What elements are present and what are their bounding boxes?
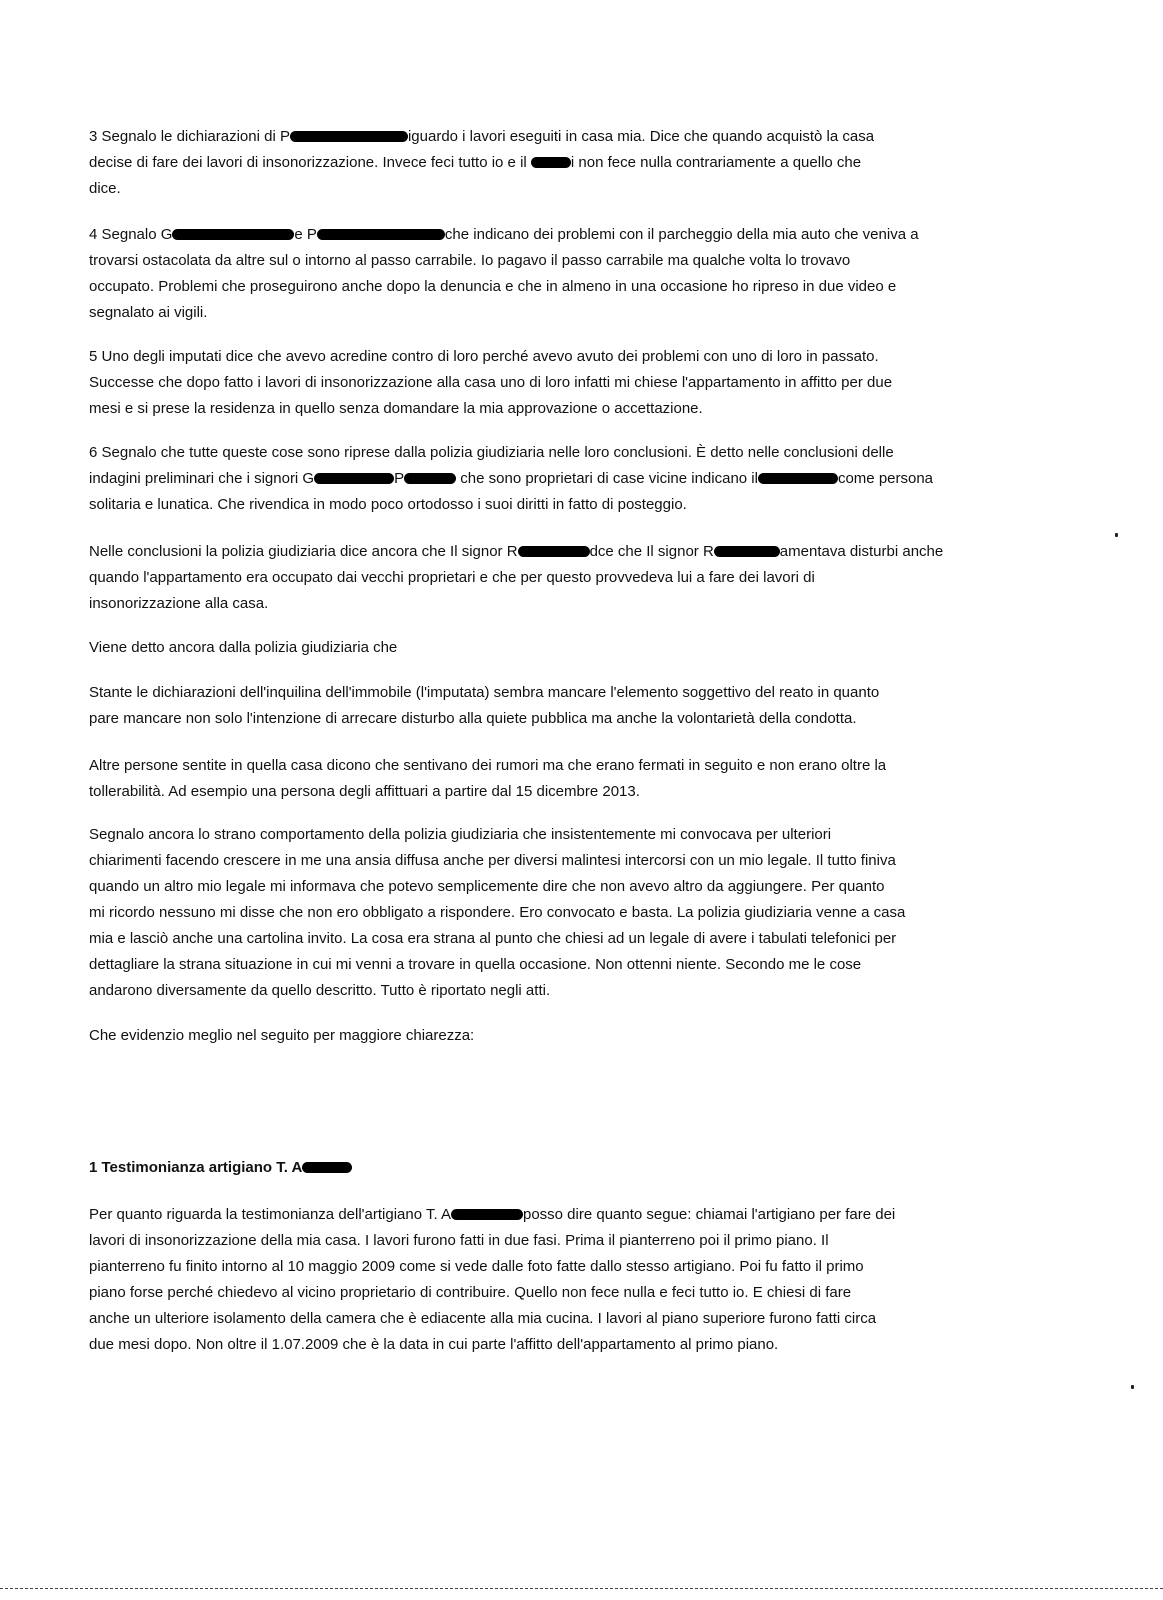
redaction-mark: [302, 1162, 352, 1173]
text-line: [89, 248, 919, 274]
redaction-mark: [290, 131, 408, 142]
text-segment: 5 Uno degli imputati dice che avevo acredine contro di loro perché avevo avuto dei problemi con uno di loro in passato.: [89, 348, 879, 365]
text-segment: segnalato ai vigili.: [89, 304, 208, 321]
text-line: [89, 1202, 895, 1228]
text-segment: Per quanto riguarda la testimonianza dell'artigiano T. A: [89, 1206, 451, 1223]
text-line: [89, 274, 919, 300]
text-line: [89, 222, 919, 248]
paragraph-segnalo: [89, 822, 905, 1004]
text-line: [89, 978, 905, 1004]
text-segment: 6 Segnalo che tutte queste cose sono riprese dalla polizia giudiziaria nelle loro conclusioni. È detto nelle conclusioni delle: [89, 444, 894, 461]
paragraph-altre: [89, 753, 886, 805]
text-segment: Che evidenzio meglio nel seguito per maggiore chiarezza:: [89, 1027, 475, 1044]
redaction-mark: [714, 546, 780, 557]
redaction-mark: [451, 1209, 523, 1220]
text-segment: 3 Segnalo le dichiarazioni di P: [89, 128, 290, 145]
text-line: [89, 1228, 895, 1254]
text-segment: mesi e si prese la residenza in quello senza domandare la mia approvazione o accettazione.: [89, 400, 703, 417]
text-segment: mia e lasciò anche una cartolina invito. La cosa era strana al punto che chiesi ad un legale di avere i tabulati telefonici per: [89, 930, 897, 947]
text-line: [89, 926, 905, 952]
text-segment: iguardo i lavori eseguiti in casa mia. Dice che quando acquistò la casa: [407, 128, 875, 145]
text-segment: dettagliare la strana situazione in cui mi venni a trovare in quella occasione. Non ottenni niente. Secondo me le cose: [89, 956, 862, 973]
text-line: [89, 779, 886, 805]
text-line: [89, 124, 874, 150]
text-line: [89, 1254, 895, 1280]
text-line: [89, 591, 943, 617]
text-segment: quando un altro mio legale mi informava che potevo semplicemente dire che non avevo altro da aggiungere. Per quanto: [89, 878, 885, 895]
text-line: [89, 680, 879, 706]
text-segment: due mesi dopo. Non oltre il 1.07.2009 che è la data in cui parte l'affitto dell'appartamento al primo piano.: [89, 1336, 779, 1353]
paragraph-p5: [89, 344, 892, 422]
text-segment: occupato. Problemi che proseguirono anche dopo la denuncia e che in almeno in una occasione ho ripreso in due video e: [89, 278, 897, 295]
text-line: [89, 874, 905, 900]
text-segment: Successe che dopo fatto i lavori di insonorizzazione alla casa uno di loro infatti mi chiese l'appartamento in affitto per due: [89, 374, 893, 391]
text-line: [89, 1023, 474, 1049]
scan-speck: [1131, 1385, 1134, 1389]
text-segment: dce che Il signor R: [589, 543, 714, 560]
paragraph-viene: [89, 635, 397, 661]
redaction-mark: [758, 473, 838, 484]
text-segment: chiarimenti facendo crescere in me una ansia diffusa anche per diversi malintesi intercorsi con un mio legale. Il tutto finiva: [89, 852, 896, 869]
paragraph-perquanto: [89, 1202, 895, 1358]
redaction-mark: [314, 473, 394, 484]
text-segment: indagini preliminari che i signori G: [89, 470, 315, 487]
redaction-mark: [518, 546, 590, 557]
text-segment: i non fece nulla contrariamente a quello che: [570, 154, 862, 171]
text-segment: decise di fare dei lavori di insonorizzazione. Invece feci tutto io e il: [89, 154, 531, 171]
scan-speck: [1115, 533, 1118, 537]
text-line: [89, 753, 886, 779]
text-segment: solitaria e lunatica. Che rivendica in modo poco ortodosso i suoi diritti in fatto di posteggio.: [89, 496, 687, 513]
paragraph-nelle: [89, 539, 943, 617]
text-segment: anche un ulteriore isolamento della camera che è ediacente alla mia cucina. I lavori al piano superiore furono fatti circa: [89, 1310, 877, 1327]
text-segment: amentava disturbi anche: [779, 543, 944, 560]
text-segment: pianterreno fu finito intorno al 10 maggio 2009 come si vede dalle foto fatte dallo stesso artigiano. Poi fu fatto il primo: [89, 1258, 864, 1275]
redaction-mark: [317, 229, 445, 240]
text-line: [89, 440, 933, 466]
text-line: [89, 848, 905, 874]
text-segment: insonorizzazione alla casa.: [89, 595, 269, 612]
text-segment: piano forse perché chiedevo al vicino proprietario di contribuire. Quello non fece nulla e feci tutto io. E chiesi di fare: [89, 1284, 852, 1301]
text-line: [89, 565, 943, 591]
text-line: [89, 1155, 352, 1181]
text-segment: andarono diversamente da quello descritto. Tutto è riportato negli atti.: [89, 982, 551, 999]
text-line: [89, 952, 905, 978]
text-line: [89, 492, 933, 518]
text-segment: come persona: [837, 470, 934, 487]
text-segment: che sono proprietari di case vicine indicano il: [456, 470, 758, 487]
scan-edge-line: [0, 1588, 1163, 1589]
text-segment: Viene detto ancora dalla polizia giudiziaria che: [89, 639, 398, 656]
paragraph-p4: [89, 222, 919, 326]
text-line: [89, 706, 879, 732]
redaction-mark: [531, 157, 571, 168]
text-segment: e P: [294, 226, 317, 243]
redaction-mark: [404, 473, 456, 484]
text-segment: trovarsi ostacolata da altre sul o intorno al passo carrabile. Io pagavo il passo carrabile ma qualche volta lo trovavo: [89, 252, 851, 269]
text-line: [89, 822, 905, 848]
text-line: [89, 1332, 895, 1358]
text-line: [89, 466, 933, 492]
text-segment: mi ricordo nessuno mi disse che non ero obbligato a rispondere. Ero convocato e basta. La polizia giudiziaria venne a casa: [89, 904, 906, 921]
text-segment: Altre persone sentite in quella casa dicono che sentivano dei rumori ma che erano fermati in seguito e non erano oltre la: [89, 757, 887, 774]
text-line: [89, 1280, 895, 1306]
text-segment: 4 Segnalo G: [89, 226, 173, 243]
paragraph-evidenzio: [89, 1023, 474, 1049]
text-segment: Stante le dichiarazioni dell'inquilina dell'immobile (l'imputata) sembra mancare l'elemento soggettivo del reato in quanto: [89, 684, 880, 701]
text-line: [89, 900, 905, 926]
text-line: [89, 635, 397, 661]
text-line: [89, 370, 892, 396]
text-line: [89, 150, 874, 176]
text-segment: 1 Testimonianza artigiano T. A: [89, 1159, 303, 1176]
text-line: [89, 176, 874, 202]
text-segment: quando l'appartamento era occupato dai vecchi proprietari e che per questo provvedeva lui a fare dei lavori di: [89, 569, 815, 586]
paragraph-p6: [89, 440, 933, 518]
redaction-mark: [172, 229, 294, 240]
text-line: [89, 1306, 895, 1332]
text-line: [89, 396, 892, 422]
paragraph-stante: [89, 680, 879, 732]
text-segment: tollerabilità. Ad esempio una persona degli affittuari a partire dal 15 dicembre 2013.: [89, 783, 640, 800]
text-segment: pare mancare non solo l'intenzione di arrecare disturbo alla quiete pubblica ma anche la volontarietà della condotta.: [89, 710, 857, 727]
text-segment: Segnalo ancora lo strano comportamento della polizia giudiziaria che insistentemente mi convocava per ulteriori: [89, 826, 832, 843]
text-line: [89, 539, 943, 565]
text-segment: che indicano dei problemi con il parcheggio della mia auto che veniva a: [444, 226, 919, 243]
text-segment: posso dire quanto segue: chiamai l'artigiano per fare dei: [522, 1206, 896, 1223]
text-segment: Nelle conclusioni la polizia giudiziaria dice ancora che Il signor R: [89, 543, 518, 560]
text-segment: lavori di insonorizzazione della mia casa. I lavori furono fatti in due fasi. Prima il pianterreno poi il primo piano. Il: [89, 1232, 829, 1249]
text-segment: dice.: [89, 180, 121, 197]
text-line: [89, 344, 892, 370]
paragraph-p3: [89, 124, 874, 202]
text-segment: P: [394, 470, 405, 487]
text-line: [89, 300, 919, 326]
section-heading: [89, 1155, 352, 1181]
